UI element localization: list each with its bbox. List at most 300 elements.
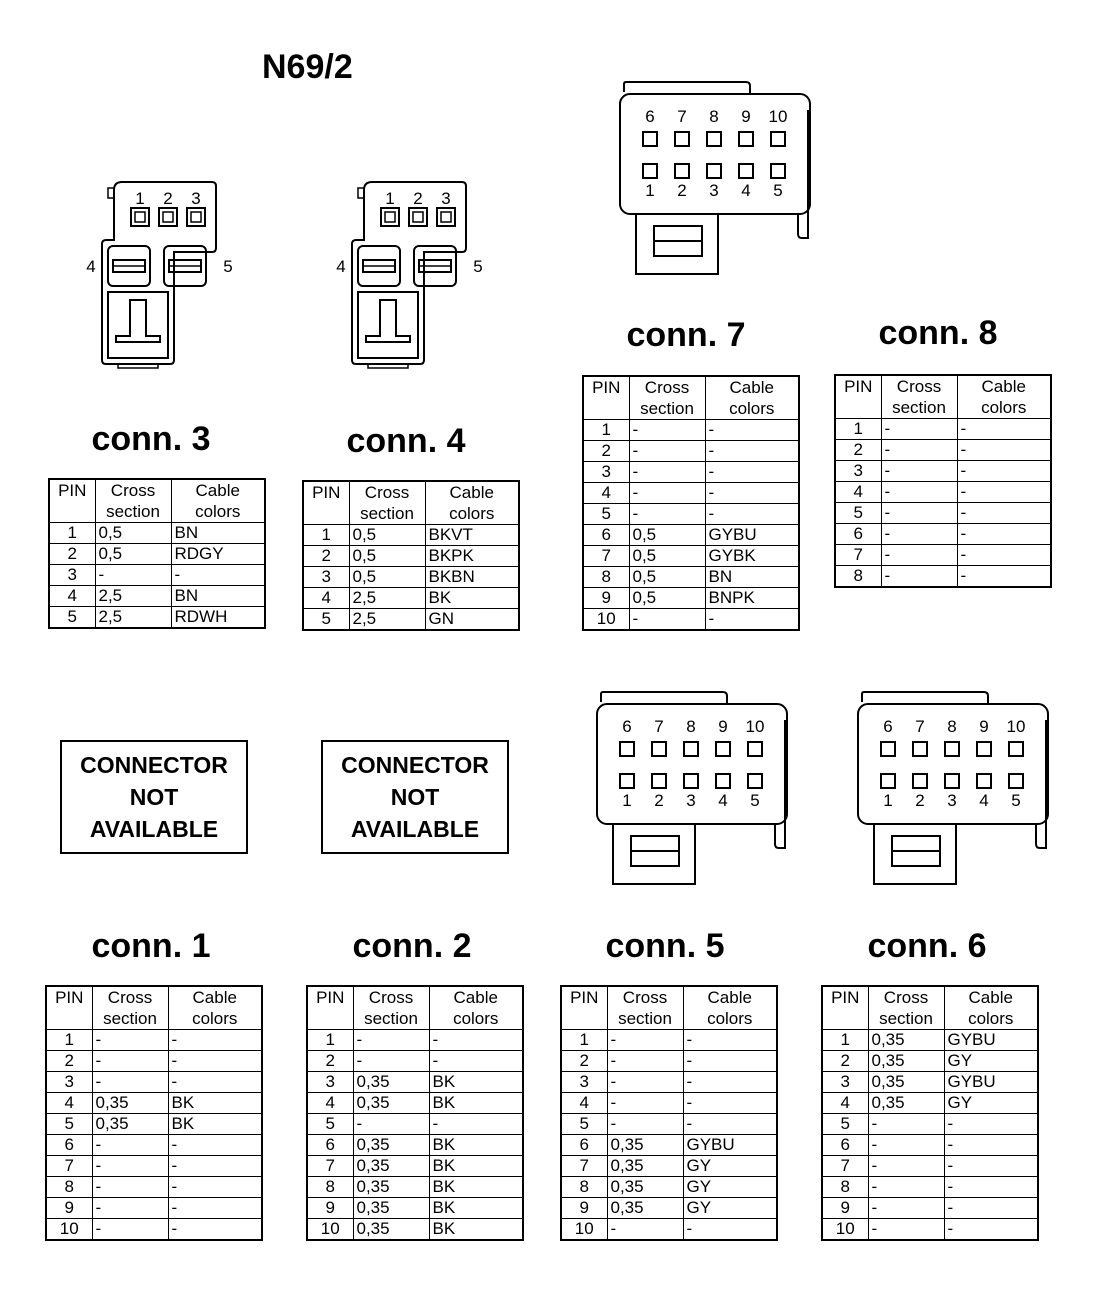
cross-section-cell: 0,35 xyxy=(92,1114,168,1135)
table-row xyxy=(835,503,1051,524)
header-text: section xyxy=(360,504,414,523)
pin-cell: 7 xyxy=(307,1156,353,1177)
header-text: section xyxy=(640,399,694,418)
pin-cell: 5 xyxy=(835,503,881,524)
pin-cell: 2 xyxy=(822,1051,868,1072)
table-row xyxy=(303,609,519,631)
cable-color-cell: - xyxy=(944,1177,1038,1198)
cable-color-cell: BKVT xyxy=(425,525,519,546)
pin-cell: 10 xyxy=(822,1219,868,1241)
cable-color-cell: - xyxy=(705,441,799,462)
cable-color-cell: - xyxy=(705,483,799,504)
cross-section-cell: - xyxy=(607,1072,683,1093)
cable-color-cell: - xyxy=(957,440,1051,461)
cross-section-cell: 0,5 xyxy=(629,546,705,567)
header-text: Cross xyxy=(110,481,156,500)
pin-cell: 9 xyxy=(583,588,629,609)
pin-socket xyxy=(1009,774,1023,788)
table-row xyxy=(561,1114,777,1135)
pin-cell: 2 xyxy=(49,544,95,565)
pin-socket-outer xyxy=(381,208,399,226)
pin-cell: 3 xyxy=(583,462,629,483)
cable-color-cell: BN xyxy=(705,567,799,588)
cross-section-cell: 0,35 xyxy=(607,1198,683,1219)
table-row xyxy=(835,440,1051,461)
header-pin xyxy=(822,986,868,1030)
pin-cell: 9 xyxy=(561,1198,607,1219)
table-row xyxy=(583,567,799,588)
cable-color-cell: BNPK xyxy=(705,588,799,609)
pin-socket xyxy=(684,742,698,756)
pin-cell: 4 xyxy=(303,588,349,609)
pin-number-label: 7 xyxy=(654,717,664,736)
pin-socket-outer xyxy=(131,208,149,226)
table-row xyxy=(307,1135,523,1156)
cable-color-cell: - xyxy=(957,503,1051,524)
pin-socket xyxy=(620,742,634,756)
pin-socket xyxy=(675,164,689,178)
header-pin xyxy=(561,986,607,1030)
pin-number-label: 4 xyxy=(979,791,989,810)
header-cross-section xyxy=(349,481,425,525)
lever-handle xyxy=(366,300,410,342)
side-latch xyxy=(775,720,785,848)
cross-section-cell: 0,35 xyxy=(868,1072,944,1093)
pin-socket-inner xyxy=(135,212,145,222)
pin-cell: 1 xyxy=(46,1030,92,1051)
pin-socket xyxy=(716,742,730,756)
cross-section-cell: - xyxy=(353,1030,429,1051)
pin-number-label: 9 xyxy=(741,107,751,126)
pin-socket-inner xyxy=(385,212,395,222)
pin-cell: 7 xyxy=(583,546,629,567)
housing-top-lip xyxy=(624,82,750,94)
table-row xyxy=(307,1051,523,1072)
cable-color-cell: - xyxy=(683,1114,777,1135)
table-row xyxy=(307,1072,523,1093)
cross-section-cell: - xyxy=(607,1093,683,1114)
pin-cell: 5 xyxy=(49,607,95,629)
pin-cell: 4 xyxy=(49,586,95,607)
header-pin xyxy=(835,375,881,419)
table-row xyxy=(307,1114,523,1135)
cable-color-cell: - xyxy=(957,461,1051,482)
cross-section-cell: 0,35 xyxy=(353,1135,429,1156)
cable-color-cell: - xyxy=(429,1051,523,1072)
cable-color-cell: GYBU xyxy=(944,1072,1038,1093)
table-row xyxy=(46,1135,262,1156)
table-row xyxy=(583,504,799,525)
pin-socket xyxy=(945,774,959,788)
table-row xyxy=(307,1219,523,1241)
header-pin xyxy=(303,481,349,525)
pin-cell: 5 xyxy=(303,609,349,631)
pin-number-label: 9 xyxy=(718,717,728,736)
pin-cell: 2 xyxy=(46,1051,92,1072)
header-cable-colors xyxy=(683,986,777,1030)
pin-number-label: 5 xyxy=(750,791,760,810)
pin-socket-inner xyxy=(413,212,423,222)
cross-section-cell: 0,5 xyxy=(95,523,171,544)
pin-cell: 8 xyxy=(46,1177,92,1198)
pin-cell: 2 xyxy=(583,441,629,462)
pin-number-label: 5 xyxy=(473,257,483,276)
pin-number-label: 3 xyxy=(441,189,451,208)
cross-section-cell: 0,5 xyxy=(349,567,425,588)
pin-cell: 10 xyxy=(583,609,629,631)
table-row xyxy=(303,525,519,546)
cable-color-cell: - xyxy=(705,420,799,441)
table-row xyxy=(561,1093,777,1114)
pin-socket-inner xyxy=(191,212,201,222)
header-cable-colors xyxy=(957,375,1051,419)
table-row xyxy=(46,1030,262,1051)
na-line: NOT xyxy=(390,784,440,810)
pin-cell: 5 xyxy=(561,1114,607,1135)
table-row xyxy=(49,523,265,544)
pin-number-label: 7 xyxy=(677,107,687,126)
header-text: colors xyxy=(195,502,241,521)
pin-number-label: 8 xyxy=(709,107,719,126)
cable-color-cell: - xyxy=(168,1030,262,1051)
release-tab xyxy=(613,824,695,884)
header-text: colors xyxy=(192,1009,238,1028)
header-text: colors xyxy=(968,1009,1014,1028)
cable-color-cell: - xyxy=(683,1072,777,1093)
release-tab xyxy=(874,824,956,884)
cable-color-cell: - xyxy=(429,1114,523,1135)
cable-color-cell: GYBU xyxy=(705,525,799,546)
cable-color-cell: GYBK xyxy=(705,546,799,567)
pin-cell: 8 xyxy=(561,1177,607,1198)
pin-socket xyxy=(716,774,730,788)
header-text: PIN xyxy=(844,377,873,396)
header-text: PIN xyxy=(570,988,599,1007)
cross-section-cell: - xyxy=(868,1156,944,1177)
cable-color-cell: BK xyxy=(168,1114,262,1135)
pin-cell: 3 xyxy=(835,461,881,482)
pin-cell: 10 xyxy=(46,1219,92,1241)
pin-number-label: 2 xyxy=(163,189,173,208)
connector-not-available-box-conn-2 xyxy=(321,740,509,854)
header-text: colors xyxy=(707,1009,753,1028)
cross-section-cell: 0,35 xyxy=(353,1072,429,1093)
pin-socket xyxy=(977,774,991,788)
cross-section-cell: - xyxy=(881,545,957,566)
cable-color-cell: BN xyxy=(171,586,265,607)
cross-section-cell: - xyxy=(629,441,705,462)
table-row xyxy=(561,1156,777,1177)
table-row xyxy=(303,567,519,588)
table-row xyxy=(822,1051,1038,1072)
table-row xyxy=(46,1114,262,1135)
cable-color-cell: BK xyxy=(429,1072,523,1093)
pin-number-label: 2 xyxy=(915,791,925,810)
conn-5-title: conn. 5 xyxy=(605,927,725,965)
cable-color-cell: GY xyxy=(683,1198,777,1219)
pin-number-label: 2 xyxy=(413,189,423,208)
table-row xyxy=(822,1072,1038,1093)
header-text: colors xyxy=(981,398,1027,417)
table-row xyxy=(307,1177,523,1198)
table-row xyxy=(46,1072,262,1093)
pin-number-label: 3 xyxy=(686,791,696,810)
cable-color-cell: - xyxy=(944,1114,1038,1135)
pin-cell: 10 xyxy=(307,1219,353,1241)
cross-section-cell: - xyxy=(868,1219,944,1241)
conn-8-title: conn. 8 xyxy=(878,314,998,352)
table-row xyxy=(561,1051,777,1072)
pin-number-label: 2 xyxy=(654,791,664,810)
connector-not-available-box-conn-1 xyxy=(60,740,248,854)
pin-socket-outer xyxy=(159,208,177,226)
cross-section-cell: - xyxy=(92,1177,168,1198)
table-row xyxy=(46,1219,262,1241)
pin-socket xyxy=(771,132,785,146)
header-cable-colors xyxy=(171,479,265,523)
na-line: AVAILABLE xyxy=(89,816,219,842)
cross-section-cell: - xyxy=(629,462,705,483)
pin-number-label: 1 xyxy=(645,181,655,200)
cross-section-cell: - xyxy=(881,440,957,461)
table-row xyxy=(835,566,1051,588)
cable-color-cell: BK xyxy=(429,1156,523,1177)
cross-section-cell: - xyxy=(92,1135,168,1156)
cable-color-cell: BK xyxy=(429,1135,523,1156)
pin-cell: 8 xyxy=(307,1177,353,1198)
cross-section-cell: - xyxy=(868,1114,944,1135)
cable-color-cell: - xyxy=(957,566,1051,588)
header-cable-colors xyxy=(425,481,519,525)
cable-color-cell: BN xyxy=(171,523,265,544)
table-row xyxy=(46,1051,262,1072)
table-row xyxy=(561,1198,777,1219)
cross-section-cell: - xyxy=(353,1051,429,1072)
cable-color-cell: - xyxy=(683,1093,777,1114)
table-row xyxy=(583,420,799,441)
header-text: colors xyxy=(453,1009,499,1028)
header-text: Cross xyxy=(364,483,410,502)
table-row xyxy=(822,1156,1038,1177)
cable-color-cell: GY xyxy=(683,1177,777,1198)
cable-color-cell: - xyxy=(705,462,799,483)
cable-color-cell: - xyxy=(944,1219,1038,1241)
pin-cell: 3 xyxy=(307,1072,353,1093)
pin-socket xyxy=(913,774,927,788)
pin-socket xyxy=(675,132,689,146)
pin-number-label: 3 xyxy=(709,181,719,200)
table-row xyxy=(46,1177,262,1198)
cross-section-cell: - xyxy=(92,1219,168,1241)
pin-cell: 8 xyxy=(822,1177,868,1198)
pin-table-conn-8 xyxy=(834,374,1052,588)
cross-section-cell: 0,5 xyxy=(349,525,425,546)
cross-section-cell: - xyxy=(881,566,957,588)
pin-table-conn-6 xyxy=(821,985,1039,1241)
pin-cell: 4 xyxy=(46,1093,92,1114)
table-row xyxy=(46,1156,262,1177)
cable-color-cell: BK xyxy=(429,1198,523,1219)
header-cross-section xyxy=(92,986,168,1030)
pin-socket xyxy=(1009,742,1023,756)
cross-section-cell: 0,35 xyxy=(92,1093,168,1114)
table-row xyxy=(822,1030,1038,1051)
cross-section-cell: - xyxy=(607,1114,683,1135)
pin-number-label: 4 xyxy=(86,257,96,276)
pin-table-conn-2 xyxy=(306,985,524,1241)
cable-color-cell: GYBU xyxy=(683,1135,777,1156)
cable-color-cell: GN xyxy=(425,609,519,631)
pin-table-conn-7 xyxy=(582,375,800,631)
table-row xyxy=(561,1177,777,1198)
pin-cell: 3 xyxy=(561,1072,607,1093)
cross-section-cell: 0,35 xyxy=(353,1198,429,1219)
cable-color-cell: - xyxy=(683,1051,777,1072)
cross-section-cell: 0,35 xyxy=(353,1156,429,1177)
cable-color-cell: BKPK xyxy=(425,546,519,567)
header-cable-colors xyxy=(705,376,799,420)
header-pin xyxy=(46,986,92,1030)
table-row xyxy=(307,1198,523,1219)
header-text: Cable xyxy=(729,378,774,397)
cross-section-cell: - xyxy=(881,503,957,524)
pin-socket xyxy=(707,132,721,146)
pin-cell: 2 xyxy=(835,440,881,461)
pin-cell: 9 xyxy=(822,1198,868,1219)
pin-socket xyxy=(771,164,785,178)
header-text: PIN xyxy=(316,988,345,1007)
cross-section-cell: 0,35 xyxy=(607,1177,683,1198)
cross-section-cell: 0,5 xyxy=(629,525,705,546)
pin-cell: 5 xyxy=(822,1114,868,1135)
header-text: section xyxy=(879,1009,933,1028)
pin-socket xyxy=(945,742,959,756)
header-text: Cable xyxy=(192,988,237,1007)
header-text: Cross xyxy=(896,377,942,396)
pin-cell: 4 xyxy=(583,483,629,504)
conn-1-title: conn. 1 xyxy=(91,927,211,965)
side-latch xyxy=(1036,720,1046,848)
table-row xyxy=(835,419,1051,440)
pin-socket xyxy=(707,164,721,178)
table-row xyxy=(561,1072,777,1093)
table-row xyxy=(46,1198,262,1219)
pin-socket xyxy=(748,742,762,756)
pin-table-conn-5 xyxy=(560,985,778,1241)
cable-color-cell: GY xyxy=(683,1156,777,1177)
cable-color-cell: BKBN xyxy=(425,567,519,588)
table-row xyxy=(303,588,519,609)
lever-handle xyxy=(116,300,160,342)
release-lever xyxy=(358,292,418,358)
connector-drawing-conn-5 xyxy=(597,690,797,890)
cable-color-cell: RDGY xyxy=(171,544,265,565)
cable-color-cell: RDWH xyxy=(171,607,265,629)
pin-cell: 1 xyxy=(822,1030,868,1051)
table-row xyxy=(583,441,799,462)
cable-color-cell: - xyxy=(168,1177,262,1198)
cable-color-cell: - xyxy=(683,1030,777,1051)
cross-section-cell: 2,5 xyxy=(349,588,425,609)
cross-section-cell: - xyxy=(92,1072,168,1093)
header-pin xyxy=(583,376,629,420)
header-cross-section xyxy=(868,986,944,1030)
pin-cell: 3 xyxy=(49,565,95,586)
header-pin xyxy=(49,479,95,523)
table-row xyxy=(583,462,799,483)
header-text: PIN xyxy=(58,481,87,500)
cable-color-cell: - xyxy=(957,545,1051,566)
pin-cell: 6 xyxy=(822,1135,868,1156)
cross-section-cell: 0,5 xyxy=(95,544,171,565)
header-cable-colors xyxy=(944,986,1038,1030)
cross-section-cell: 0,35 xyxy=(353,1093,429,1114)
header-cross-section xyxy=(95,479,171,523)
header-cable-colors xyxy=(429,986,523,1030)
pin-cell: 9 xyxy=(307,1198,353,1219)
pin-number-label: 1 xyxy=(385,189,395,208)
cross-section-cell: - xyxy=(868,1198,944,1219)
cable-color-cell: - xyxy=(705,504,799,525)
pin-socket-outer xyxy=(409,208,427,226)
table-row xyxy=(561,1030,777,1051)
cross-section-cell: - xyxy=(92,1030,168,1051)
cable-color-cell: - xyxy=(168,1156,262,1177)
table-row xyxy=(49,565,265,586)
pin-cell: 1 xyxy=(561,1030,607,1051)
cross-section-cell: - xyxy=(629,483,705,504)
conn-2-title: conn. 2 xyxy=(352,927,472,965)
pin-cell: 6 xyxy=(561,1135,607,1156)
table-row xyxy=(583,525,799,546)
pin-number-label: 9 xyxy=(979,717,989,736)
cable-color-cell: BK xyxy=(168,1093,262,1114)
header-text: Cross xyxy=(368,988,414,1007)
cross-section-cell: 0,35 xyxy=(868,1051,944,1072)
table-row xyxy=(49,586,265,607)
pin-socket xyxy=(652,742,666,756)
table-row xyxy=(822,1177,1038,1198)
header-text: Cross xyxy=(622,988,668,1007)
table-row xyxy=(49,607,265,629)
pin-cell: 6 xyxy=(583,525,629,546)
cross-section-cell: - xyxy=(868,1135,944,1156)
cable-color-cell: GYBU xyxy=(944,1030,1038,1051)
header-cross-section xyxy=(629,376,705,420)
pin-number-label: 10 xyxy=(745,717,765,736)
header-text: PIN xyxy=(831,988,860,1007)
cross-section-cell: - xyxy=(881,482,957,503)
pin-socket-outer xyxy=(437,208,455,226)
pin-cell: 7 xyxy=(835,545,881,566)
header-text: PIN xyxy=(55,988,84,1007)
pin-cell: 3 xyxy=(303,567,349,588)
pin-cell: 2 xyxy=(561,1051,607,1072)
table-row xyxy=(307,1156,523,1177)
release-lever xyxy=(108,292,168,358)
pin-cell: 4 xyxy=(307,1093,353,1114)
header-text: Cable xyxy=(195,481,240,500)
table-row xyxy=(822,1219,1038,1241)
cross-section-cell: - xyxy=(868,1177,944,1198)
pin-number-label: 6 xyxy=(883,717,893,736)
pin-socket xyxy=(977,742,991,756)
pin-number-label: 4 xyxy=(718,791,728,810)
pin-cell: 6 xyxy=(835,524,881,545)
table-row xyxy=(835,482,1051,503)
cross-section-cell: 0,35 xyxy=(607,1135,683,1156)
pin-cell: 1 xyxy=(307,1030,353,1051)
